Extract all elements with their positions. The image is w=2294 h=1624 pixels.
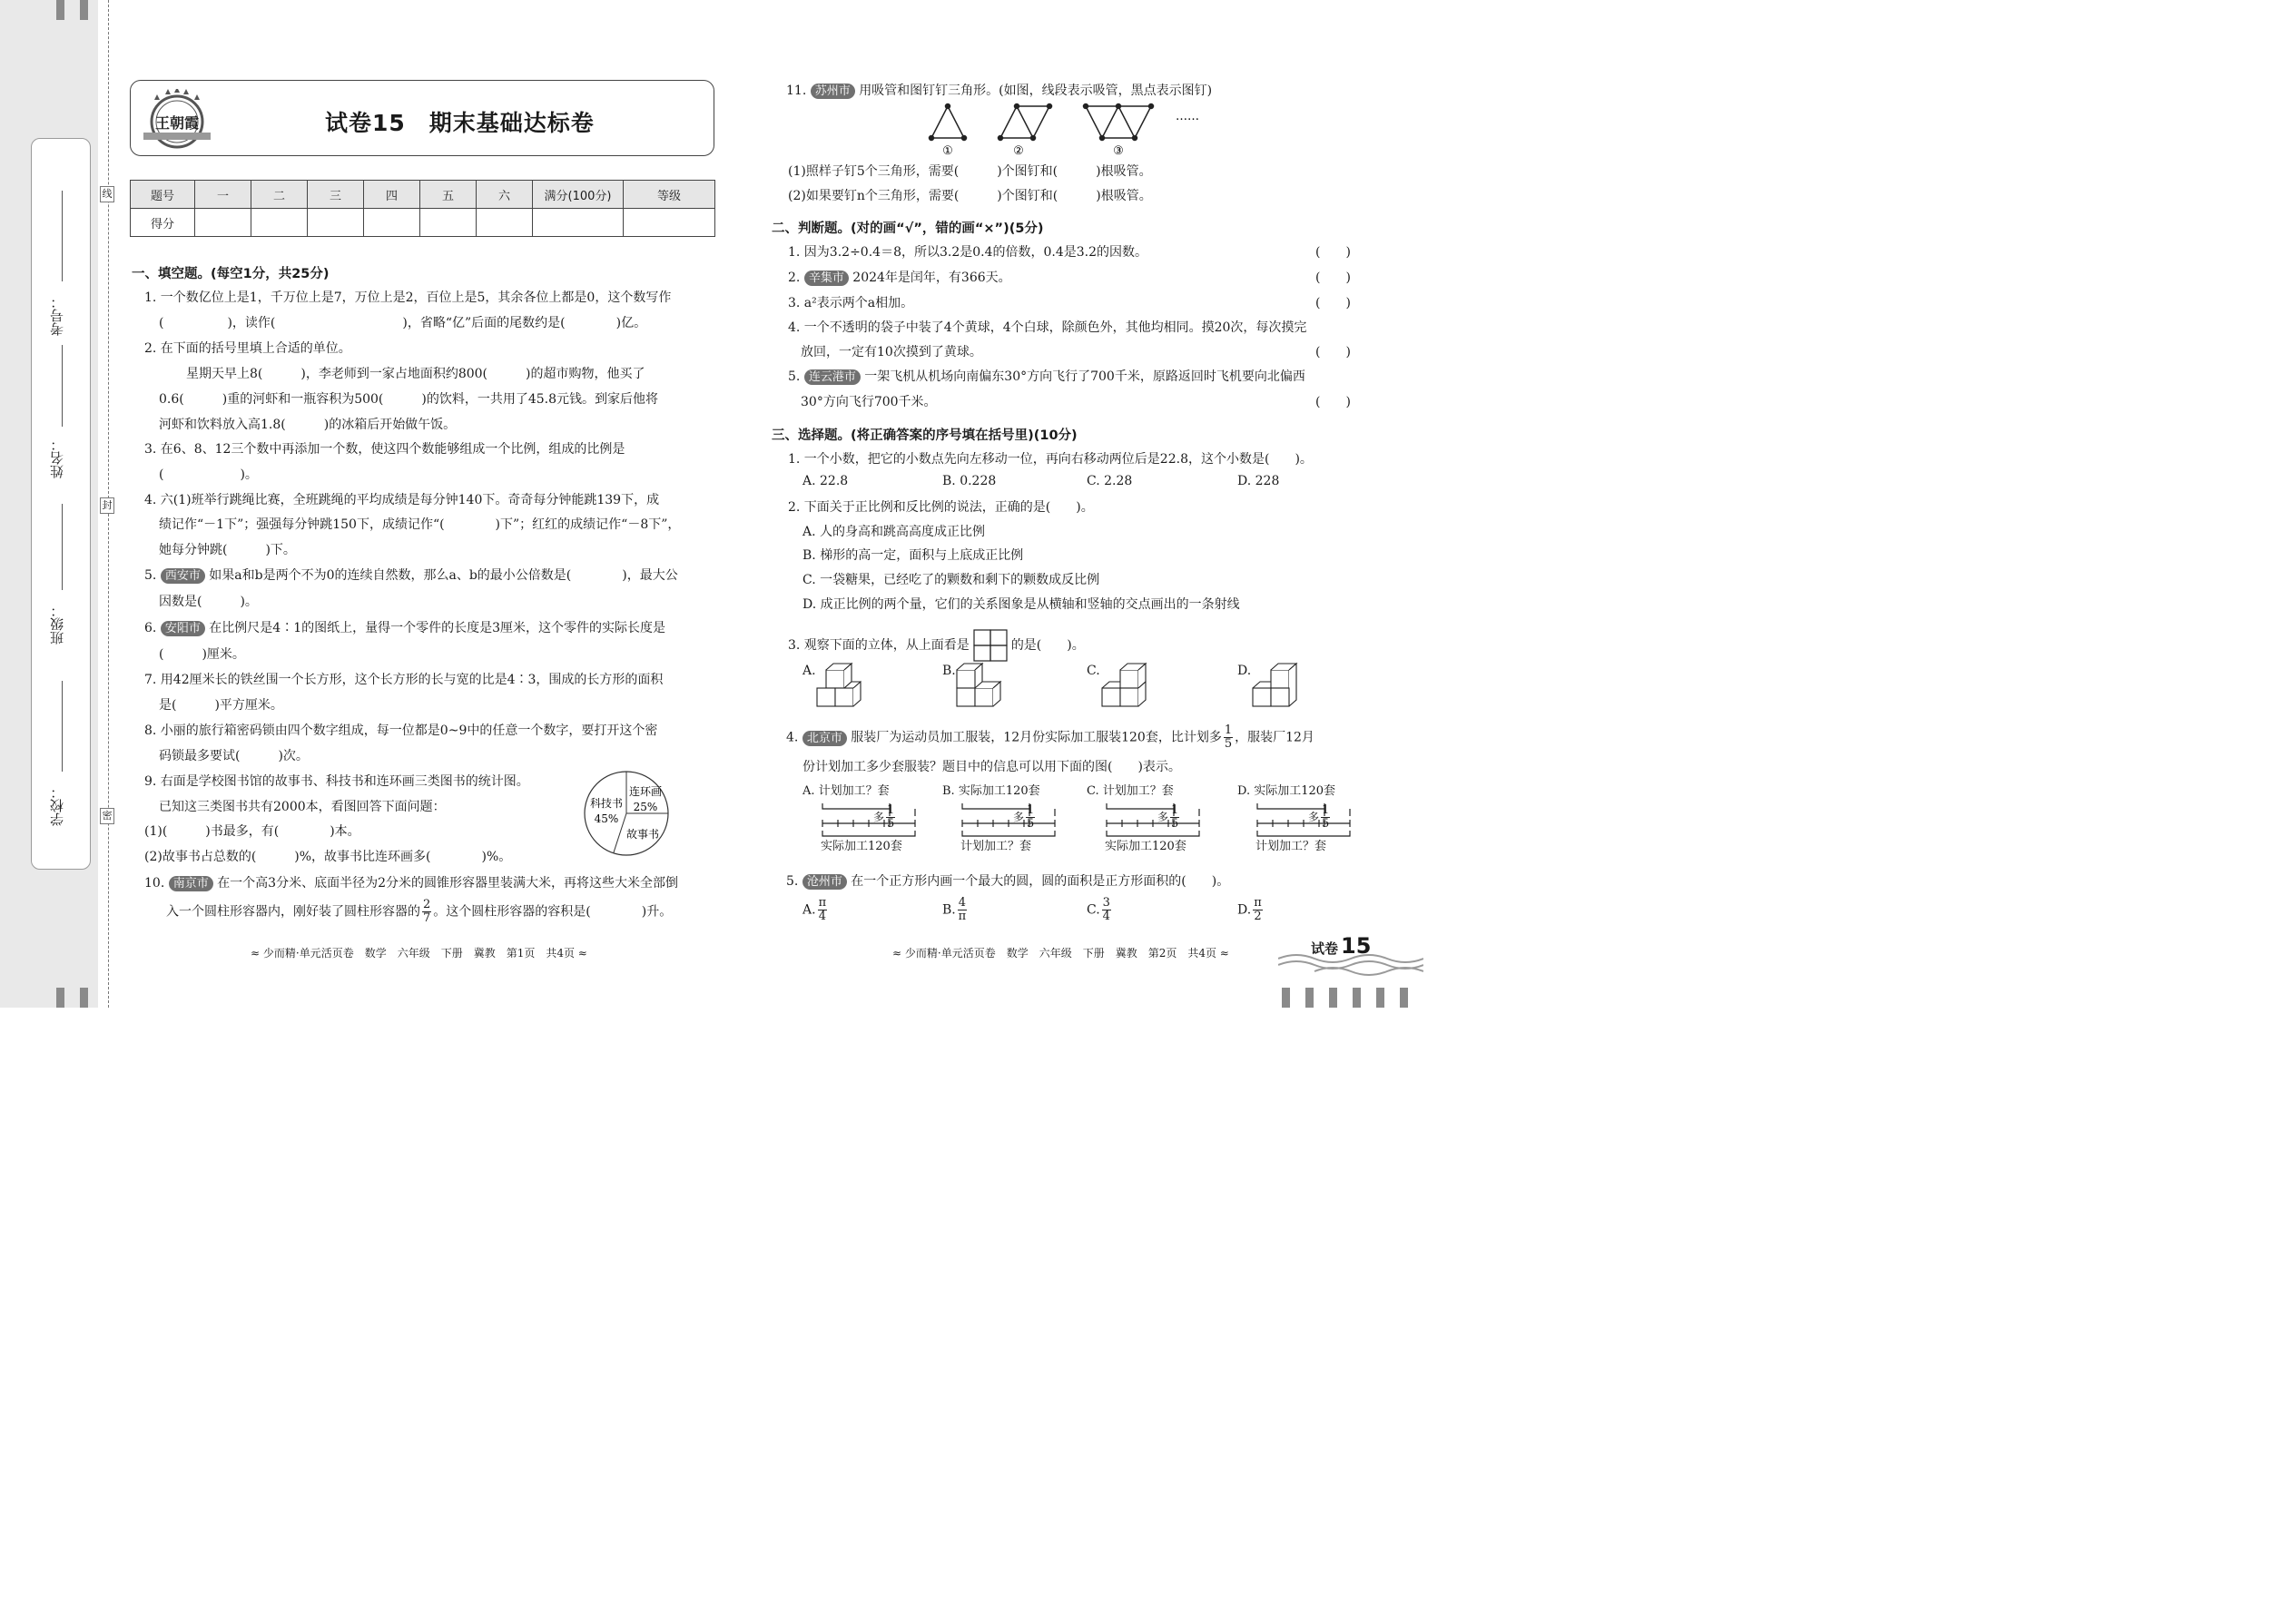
region-tag: 南京市 — [169, 876, 213, 891]
registration-mark — [80, 988, 88, 1008]
q10-line-2: 入一个圆柱形容器内，刚好装了圆柱形容器的 $\frac{2}{7}$ 。这个圆柱形容器的容积是( )升。 — [166, 898, 673, 925]
q5-line-1: 5. 西安市 如果a和b是两个不为0的连续自然数，那么a、b的最小公倍数是( )，最大公 — [144, 568, 678, 583]
c4-option-d: D. 实际加工120套 多 $\frac{1}{5}$ 计划加工？套 — [1237, 781, 1355, 853]
c5-option-a: A. $\frac{\pi}{4}$ — [802, 896, 827, 923]
q6-line-2: ( )厘米。 — [159, 647, 245, 662]
c5-option-b: B. $\frac{4}{\pi}$ — [942, 896, 967, 923]
q4-line-2: 绩记作“－1下”；强强每分钟跳150下，成绩记作“( )下”；红红的成绩记作“－8下”， — [159, 517, 681, 532]
c3-option-d: D. — [1237, 664, 1252, 678]
score-cell[interactable] — [251, 209, 308, 237]
name-line — [62, 345, 63, 427]
c1-option: D. 228 — [1237, 474, 1280, 488]
registration-mark — [56, 0, 64, 20]
footer-left: ≈ 少而精·单元活页卷 数学 六年级 下册 冀教 第1页 共4页 ≈ — [251, 947, 587, 960]
more-label: 多 $\frac{1}{5}$ — [1308, 803, 1330, 831]
pie-label-science: 科技书 — [589, 797, 624, 810]
score-header: 一 — [195, 181, 251, 209]
fraction: $\frac{2}{7}$ — [423, 898, 431, 925]
score-cell[interactable] — [364, 209, 420, 237]
answer-paren[interactable]: ( ) — [1315, 345, 1351, 359]
segment-top-label: 计划加工？套 — [1102, 784, 1174, 798]
registration-mark — [1282, 988, 1290, 1008]
c3-option-c: C. — [1087, 664, 1100, 678]
segment-bottom-label: 实际加工120套 — [1105, 840, 1186, 853]
cube-stack-b — [955, 659, 1008, 710]
segment-diagram — [942, 798, 1060, 840]
segment-diagram — [802, 798, 921, 840]
q1-line-1: 1. 一个数亿位上是1，千万位上是7，万位上是2，百位上是5，其余各位上都是0，这个数写作 — [144, 290, 672, 305]
q1-line-2: ( )，读作( )，省略“亿”后面的尾数约是( )亿。 — [159, 316, 647, 330]
segment-top-label: 实际加工120套 — [958, 784, 1040, 798]
c2-line: 2. 下面关于正比例和反比例的说法，正确的是( )。 — [788, 500, 1094, 515]
c4-line-1: 4. 北京市 服装厂为运动员加工服装，12月份实际加工服装120套，比计划多 $\frac{1}{5}$ ，服装厂12月 — [786, 723, 1314, 751]
c3-option-b: B. — [942, 664, 956, 678]
q11-line-1: 11. 苏州市 用吸管和图钉钉三角形。(如图，线段表示吸管，黑点表示图钉) — [786, 84, 1213, 98]
region-tag: 苏州市 — [811, 84, 855, 99]
figure-label: ① — [942, 144, 953, 158]
c1-option: C. 2.28 — [1087, 474, 1133, 488]
segment-diagram — [1087, 798, 1205, 840]
score-header: 五 — [420, 181, 477, 209]
label-exam-number: 考号： — [49, 295, 65, 336]
j1-line: 1. 因为3.2÷0.4＝8，所以3.2是0.4的倍数，0.4是3.2的因数。 — [788, 245, 1148, 260]
region-tag: 西安市 — [161, 568, 205, 584]
top-view-icon — [972, 628, 1009, 663]
page-title: 试卷15 期末基础达标卷 — [325, 110, 595, 136]
class-line — [62, 504, 63, 590]
c5-line: 5. 沧州市 在一个正方形内画一个最大的圆，圆的面积是正方形面积的( )。 — [786, 874, 1230, 889]
label-school: 学校： — [49, 785, 65, 826]
label-name: 姓名： — [49, 438, 65, 478]
q3-line-1: 3. 在6、8、12三个数中再添加一个数，使这四个数能够组成一个比例，组成的比例是 — [144, 442, 625, 457]
score-cell[interactable] — [308, 209, 364, 237]
c5-option-c: C. $\frac{3}{4}$ — [1087, 896, 1110, 923]
footer-right: ≈ 少而精·单元活页卷 数学 六年级 下册 冀教 第2页 共4页 ≈ — [892, 947, 1229, 960]
score-header: 满分(100分) — [533, 181, 624, 209]
segment-top-label: 实际加工120套 — [1254, 784, 1336, 798]
q2-line-1: 2. 在下面的括号里填上合适的单位。 — [144, 341, 351, 356]
c4-option-a: A. 计划加工？套 多 $\frac{1}{5}$ 实际加工120套 — [802, 781, 921, 853]
student-info-box — [31, 138, 91, 870]
c3-option-a: A. — [802, 664, 816, 678]
score-header: 题号 — [131, 181, 195, 209]
segment-diagram — [1237, 798, 1355, 840]
q8-line-1: 8. 小丽的旅行箱密码锁由四个数字组成，每一位都是0~9中的任意一个数字，要打开这个密 — [144, 723, 658, 738]
registration-mark — [1353, 988, 1361, 1008]
figure-ellipsis: …… — [1176, 110, 1199, 123]
seal-char: 封 — [100, 497, 114, 514]
registration-mark — [1329, 988, 1337, 1008]
q9-line-1: 9. 右面是学校图书馆的故事书、科技书和连环画三类图书的统计图。 — [144, 774, 529, 789]
pie-label-comics: 连环画 — [628, 785, 663, 798]
c1-option: A. 22.8 — [802, 474, 849, 488]
j5-line-1: 5. 连云港市 一架飞机从机场向南偏东30°方向飞行了700千米，原路返回时飞机要向北偏西 — [788, 369, 1305, 384]
answer-paren[interactable]: ( ) — [1315, 271, 1351, 285]
q10-line-1: 10. 南京市 在一个高3分米、底面半径为2分米的圆锥形容器里装满大米，再将这些大米全部倒 — [144, 876, 678, 891]
region-tag: 辛集市 — [804, 271, 849, 286]
segment-top-label: 计划加工？套 — [818, 784, 890, 798]
section-1-title: 一、填空题。(每空1分，共25分) — [132, 267, 330, 281]
region-tag: 连云港市 — [804, 369, 861, 385]
answer-paren[interactable]: ( ) — [1315, 245, 1351, 260]
region-tag: 北京市 — [802, 731, 847, 746]
score-header: 三 — [308, 181, 364, 209]
segment-bottom-label: 计划加工？套 — [960, 840, 1032, 853]
score-cell[interactable] — [195, 209, 251, 237]
score-cell[interactable] — [624, 209, 715, 237]
q5-line-2: 因数是( )。 — [159, 595, 258, 609]
c4-option-b: B. 实际加工120套 多 $\frac{1}{5}$ 计划加工？套 — [942, 781, 1060, 853]
j5-line-2: 30°方向飞行700千米。 — [801, 395, 937, 409]
q2-line-4: 河虾和饮料放入高1.8( )的冰箱后开始做午饭。 — [159, 418, 457, 432]
q11-line-2: (1)照样子钉5个三角形，需要( )个图钉和( )根吸管。 — [788, 164, 1152, 179]
pie-value-science: 45% — [594, 812, 619, 825]
fraction: $\frac{1}{5}$ — [1224, 723, 1233, 751]
registration-mark — [1400, 988, 1408, 1008]
paper-number-badge: 试卷 15 — [1311, 933, 1372, 959]
publisher-logo — [142, 89, 212, 149]
j2-line: 2. 辛集市 2024年是闰年，有366天。 — [788, 271, 1011, 285]
region-tag: 安阳市 — [161, 621, 205, 636]
score-header: 六 — [477, 181, 533, 209]
more-label: 多 $\frac{1}{5}$ — [1013, 803, 1035, 831]
registration-mark — [80, 0, 88, 20]
j4-line-1: 4. 一个不透明的袋子中装了4个黄球，4个白球，除颜色外，其他均相同。摸20次，每次摸完 — [788, 320, 1307, 335]
c2-option: A. 人的身高和跳高高度成正比例 — [802, 525, 986, 539]
exam-number-line — [62, 191, 63, 281]
c2-option: D. 成正比例的两个量，它们的关系图象是从横轴和竖轴的交点画出的一条射线 — [802, 597, 1240, 612]
score-header: 等级 — [624, 181, 715, 209]
segment-bottom-label: 实际加工120套 — [821, 840, 902, 853]
q2-line-3: 0.6( )重的河虾和一瓶容积为500( )的饮料，一共用了45.8元钱。到家后他将 — [159, 392, 659, 407]
seal-char: 线 — [100, 186, 114, 202]
c3-line: 3. 观察下面的立体，从上面看是 的是( )。 — [788, 628, 1085, 663]
c2-option: C. 一袋糖果，已经吃了的颗数和剩下的颗数成反比例 — [802, 573, 1100, 587]
seal-char: 密 — [100, 808, 114, 824]
score-header: 二 — [251, 181, 308, 209]
c4-option-c: C. 计划加工？套 多 $\frac{1}{5}$ 实际加工120套 — [1087, 781, 1205, 853]
label-class: 班级： — [49, 604, 65, 645]
cube-stack-d — [1251, 659, 1302, 710]
q3-line-2: ( )。 — [159, 468, 258, 482]
segment-bottom-label: 计划加工？套 — [1255, 840, 1327, 853]
section-2-title: 二、判断题。(对的画“√”，错的画“×”)(5分) — [772, 221, 1044, 236]
q8-line-2: 码锁最多要试( )次。 — [159, 749, 309, 763]
registration-mark — [1305, 988, 1314, 1008]
j4-line-2: 放回，一定有10次摸到了黄球。 — [801, 345, 982, 359]
q7-line-1: 7. 用42厘米长的铁丝围一个长方形，这个长方形的长与宽的比是4∶3，围成的长方形的面积 — [144, 673, 664, 687]
answer-paren[interactable]: ( ) — [1315, 395, 1351, 409]
more-label: 多 $\frac{1}{5}$ — [1157, 803, 1179, 831]
q7-line-2: 是( )平方厘米。 — [159, 698, 283, 713]
pie-chart — [581, 768, 672, 859]
logo-text: 王朝霞 — [154, 114, 200, 132]
c2-option: B. 梯形的高一定，面积与上底成正比例 — [802, 548, 1024, 563]
c5-option-d: D. $\frac{\pi}{2}$ — [1237, 896, 1262, 923]
figure-label: ② — [1013, 144, 1024, 158]
cube-stack-a — [815, 659, 866, 710]
region-tag: 沧州市 — [802, 874, 847, 890]
score-cell[interactable] — [533, 209, 624, 237]
q9-line-2: 已知这三类图书共有2000本，看图回答下面问题： — [159, 800, 446, 814]
score-row-label: 得分 — [131, 209, 195, 237]
c1-line: 1. 一个小数，把它的小数点先向左移动一位，再向右移动两位后是22.8，这个小数是( )。 — [788, 452, 1313, 467]
pie-value-comics: 25% — [633, 801, 658, 813]
cube-stack-c — [1100, 659, 1153, 710]
score-cell[interactable] — [420, 209, 477, 237]
more-label: 多 $\frac{1}{5}$ — [873, 803, 895, 831]
q11-line-3: (2)如果要钉n个三角形，需要( )个图钉和( )根吸管。 — [788, 189, 1152, 203]
q9-line-3: (1)( )书最多，有( )本。 — [144, 824, 360, 839]
q9-line-4: (2)故事书占总数的( )%，故事书比连环画多( )%。 — [144, 850, 512, 864]
answer-paren[interactable]: ( ) — [1315, 296, 1351, 310]
q6-line-1: 6. 安阳市 在比例尺是4∶1的图纸上，量得一个零件的长度是3厘米，这个零件的实际长度是 — [144, 621, 666, 635]
q4-line-3: 她每分钟跳( )下。 — [159, 543, 296, 557]
q4-line-1: 4. 六(1)班举行跳绳比赛，全班跳绳的平均成绩是每分钟140下。奇奇每分钟能跳139下，成 — [144, 493, 660, 507]
q2-line-2: 星期天早上8( )，李老师到一家占地面积约800( )的超市购物，他买了 — [186, 367, 645, 381]
pie-label-stories: 故事书 — [625, 828, 660, 841]
registration-mark — [1376, 988, 1384, 1008]
triangle-figure — [917, 102, 1207, 158]
c4-line-2: 份计划加工多少套服装？题目中的信息可以用下面的图( )表示。 — [802, 760, 1181, 774]
score-header: 四 — [364, 181, 420, 209]
j3-line: 3. a²表示两个a相加。 — [788, 296, 914, 310]
registration-mark — [56, 988, 64, 1008]
c1-option: B. 0.228 — [942, 474, 997, 488]
score-cell[interactable] — [477, 209, 533, 237]
score-table — [130, 180, 715, 237]
school-line — [62, 681, 63, 772]
section-3-title: 三、选择题。(将正确答案的序号填在括号里)(10分) — [772, 428, 1078, 443]
figure-label: ③ — [1113, 144, 1124, 158]
